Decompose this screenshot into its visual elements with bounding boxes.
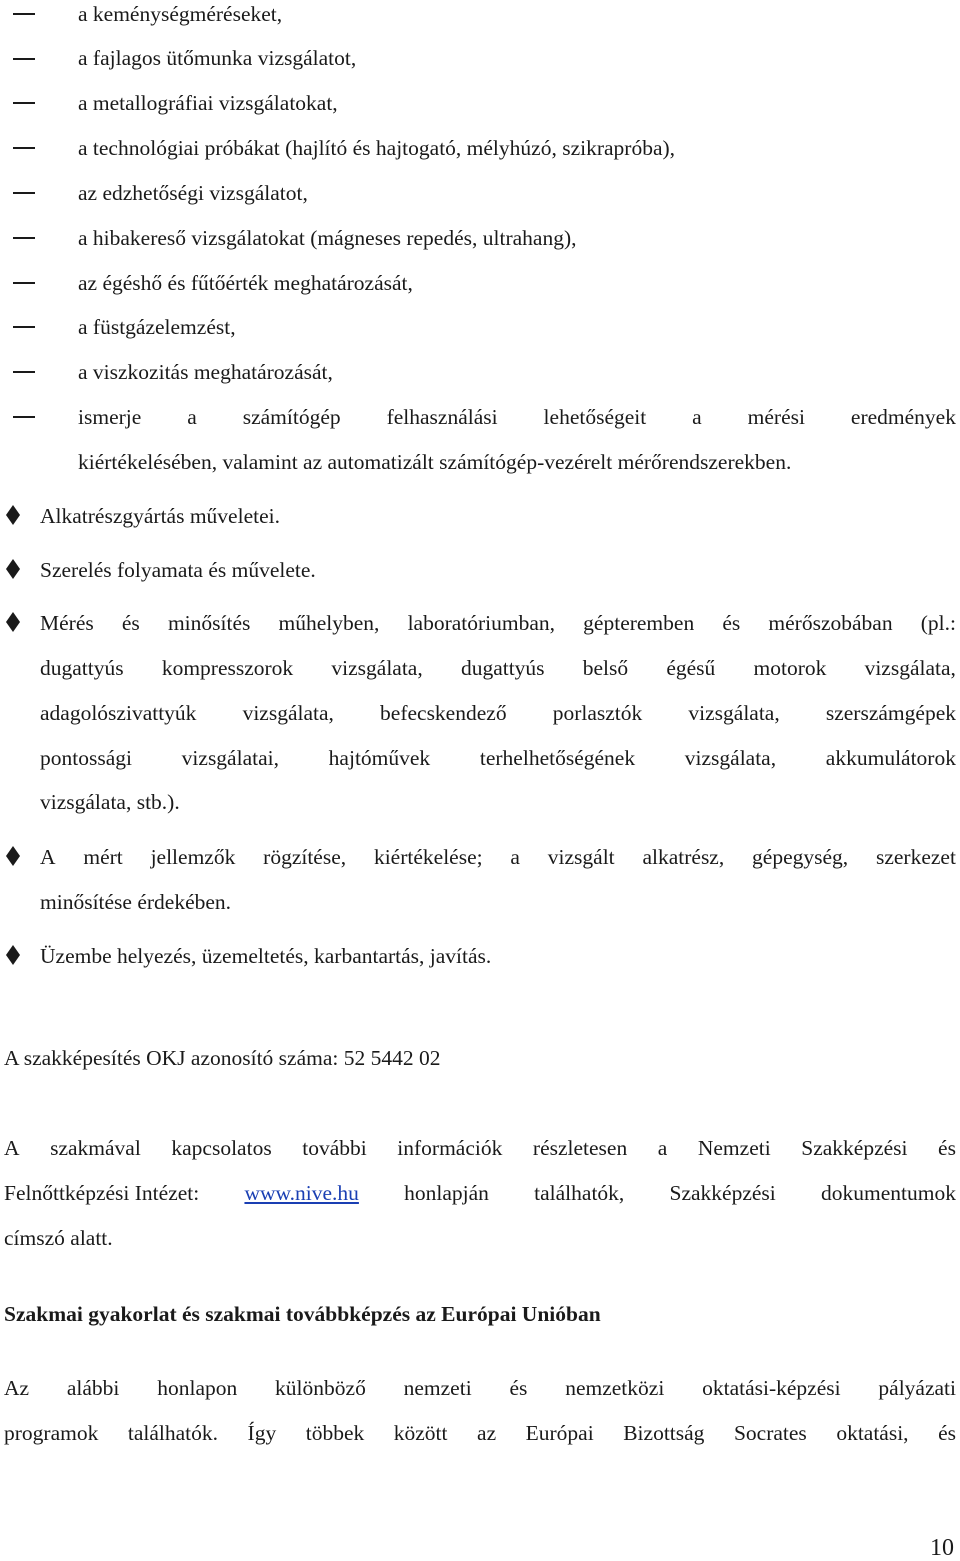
word: további [302, 1136, 367, 1160]
bullet-1: Alkatrészgyártás műveletei. [40, 504, 280, 528]
word: ismerje [78, 405, 142, 429]
word: lehetőségeit [543, 405, 647, 429]
word: találhatók. [127, 1421, 219, 1445]
word: eredmények [850, 405, 956, 429]
nive-link[interactable]: www.nive.hu [244, 1181, 359, 1205]
dash-icon [13, 326, 35, 328]
word: a [692, 405, 702, 429]
info-line2 [4, 1183, 956, 1205]
word: Bizottság [623, 1421, 705, 1445]
word: honlapon [157, 1376, 238, 1400]
word: Socrates [733, 1421, 807, 1445]
word: laboratóriumban, [407, 611, 556, 635]
word: égésű [666, 656, 716, 680]
word: szerszámgépek [825, 701, 956, 725]
dash-icon [13, 58, 35, 60]
bullet-3-line1 [40, 613, 956, 635]
word: gépteremben [583, 611, 695, 635]
word: mérőszobában [768, 611, 893, 635]
dash-item-8: a füstgázelemzést, [78, 315, 236, 339]
word: a [657, 1136, 668, 1160]
word: Szakképzési [669, 1181, 776, 1205]
word: és [509, 1376, 528, 1400]
page-number: 10 [930, 1535, 954, 1561]
word: és [722, 611, 741, 635]
word: oktatási-képzési [702, 1376, 841, 1400]
word: kompresszorok [161, 656, 294, 680]
word: belső [582, 656, 629, 680]
okj-number: A szakképesítés OKJ azonosító száma: 52 5442 02 [4, 1046, 441, 1070]
word: A [4, 1136, 20, 1160]
bullet-3-line4 [40, 748, 956, 770]
word: dokumentumok [821, 1181, 956, 1205]
word: oktatási, [836, 1421, 909, 1445]
dash-icon [13, 13, 35, 15]
word: Nemzeti [697, 1136, 771, 1160]
info-line1 [4, 1138, 956, 1160]
word: számítógép [242, 405, 341, 429]
dash-icon [13, 282, 35, 284]
word: gépegység, [752, 845, 849, 869]
word: különböző [275, 1376, 366, 1400]
word: motorok [753, 656, 827, 680]
word: alábbi [66, 1376, 120, 1400]
word: porlasztók [552, 701, 643, 725]
word: nemzeti [403, 1376, 472, 1400]
word: dugattyús [460, 656, 545, 680]
diamond-bullet-icon [4, 944, 22, 966]
dash-item-7: az égéshő és fűtőérték meghatározását, [78, 271, 413, 295]
word: hajtóművek [328, 746, 431, 770]
word: információk [397, 1136, 503, 1160]
bullet-5: Üzembe helyezés, üzemeltetés, karbantartás, javítás. [40, 944, 492, 968]
word: befecskendező [380, 701, 507, 725]
word: szakmával [50, 1136, 141, 1160]
word: Az [4, 1376, 30, 1400]
word: vizsgált [547, 845, 615, 869]
word: vizsgálata, [331, 656, 423, 680]
dash-icon [13, 102, 35, 104]
word: találhatók, [534, 1181, 625, 1205]
word: (pl.: [920, 611, 956, 635]
dash-icon [13, 416, 35, 418]
word: felhasználási [386, 405, 498, 429]
word: jellemzők [150, 845, 236, 869]
dash-item-5: az edzhetőségi vizsgálatot, [78, 181, 308, 205]
word: honlapján [404, 1181, 489, 1205]
dash-icon [13, 192, 35, 194]
info-line3: címszó alatt. [4, 1226, 113, 1250]
bullet-3-line3 [40, 703, 956, 725]
word: alkatrész, [642, 845, 725, 869]
dash-item-6: a hibakereső vizsgálatokat (mágneses repedés, ultrahang), [78, 226, 577, 250]
dash-item-1: a keménységméréseket, [78, 2, 283, 26]
diamond-bullet-icon [4, 611, 22, 633]
bullet-4-line2: minősítése érdekében. [40, 890, 232, 914]
word: terhelhetőségének [479, 746, 636, 770]
word: részletesen [532, 1136, 628, 1160]
dash-item-10-line2: kiértékelésében, valamint az automatizált számítógép-vezérelt mérőrendszerekben. [78, 450, 792, 474]
word: mérési [747, 405, 805, 429]
word: és [121, 611, 140, 635]
bullet-3-line2 [40, 658, 956, 680]
dash-item-2: a fajlagos ütőmunka vizsgálatot, [78, 46, 357, 70]
word: a [187, 405, 197, 429]
word: adagolószivattyúk [40, 701, 197, 725]
word: A [40, 845, 56, 869]
word: műhelyben, [278, 611, 380, 635]
bullet-3-line5: vizsgálata, stb.). [40, 790, 180, 814]
word: vizsgálata, [684, 746, 777, 770]
dash-item-3: a metallográfiai vizsgálatokat, [78, 91, 338, 115]
dash-icon [13, 371, 35, 373]
diamond-bullet-icon [4, 845, 22, 867]
word: programok [4, 1421, 99, 1445]
word: szerkezet [875, 845, 956, 869]
word: kapcsolatos [171, 1136, 272, 1160]
word: dugattyús [40, 656, 124, 680]
word: Európai [525, 1421, 594, 1445]
bullet-4-line1 [40, 847, 956, 869]
word: pontossági [40, 746, 132, 770]
dash-icon [13, 237, 35, 239]
word: vizsgálata, [688, 701, 780, 725]
word: a [510, 845, 520, 869]
word: és [938, 1421, 956, 1445]
word: között [393, 1421, 448, 1445]
word: Így [247, 1421, 277, 1445]
word: Felnőttképzési Intézet: [4, 1181, 200, 1205]
word: vizsgálata, [864, 656, 956, 680]
bullet-2: Szerelés folyamata és művelete. [40, 558, 316, 582]
dash-item-10-line1 [78, 407, 956, 429]
word: pályázati [878, 1376, 956, 1400]
word: Szakképzési [801, 1136, 908, 1160]
word: Mérés [40, 611, 94, 635]
eu-line2 [4, 1423, 956, 1445]
word: akkumulátorok [825, 746, 956, 770]
word: többek [305, 1421, 365, 1445]
dash-icon [13, 147, 35, 149]
word: az [477, 1421, 497, 1445]
word: rögzítése, [263, 845, 347, 869]
word: minősítés [167, 611, 251, 635]
word: és [938, 1136, 956, 1160]
diamond-bullet-icon [4, 504, 22, 526]
diamond-bullet-icon [4, 558, 22, 580]
eu-line1 [4, 1378, 956, 1400]
dash-item-4: a technológiai próbákat (hajlító és hajtogató, mélyhúzó, szikrapróba), [78, 136, 676, 160]
section-heading: Szakmai gyakorlat és szakmai továbbképzés az Európai Unióban [4, 1302, 601, 1326]
word: vizsgálata, [242, 701, 334, 725]
word: vizsgálatai, [181, 746, 279, 770]
word: mért [83, 845, 123, 869]
word: nemzetközi [565, 1376, 665, 1400]
dash-item-9: a viszkozitás meghatározását, [78, 360, 333, 384]
word: kiértékelése; [373, 845, 483, 869]
